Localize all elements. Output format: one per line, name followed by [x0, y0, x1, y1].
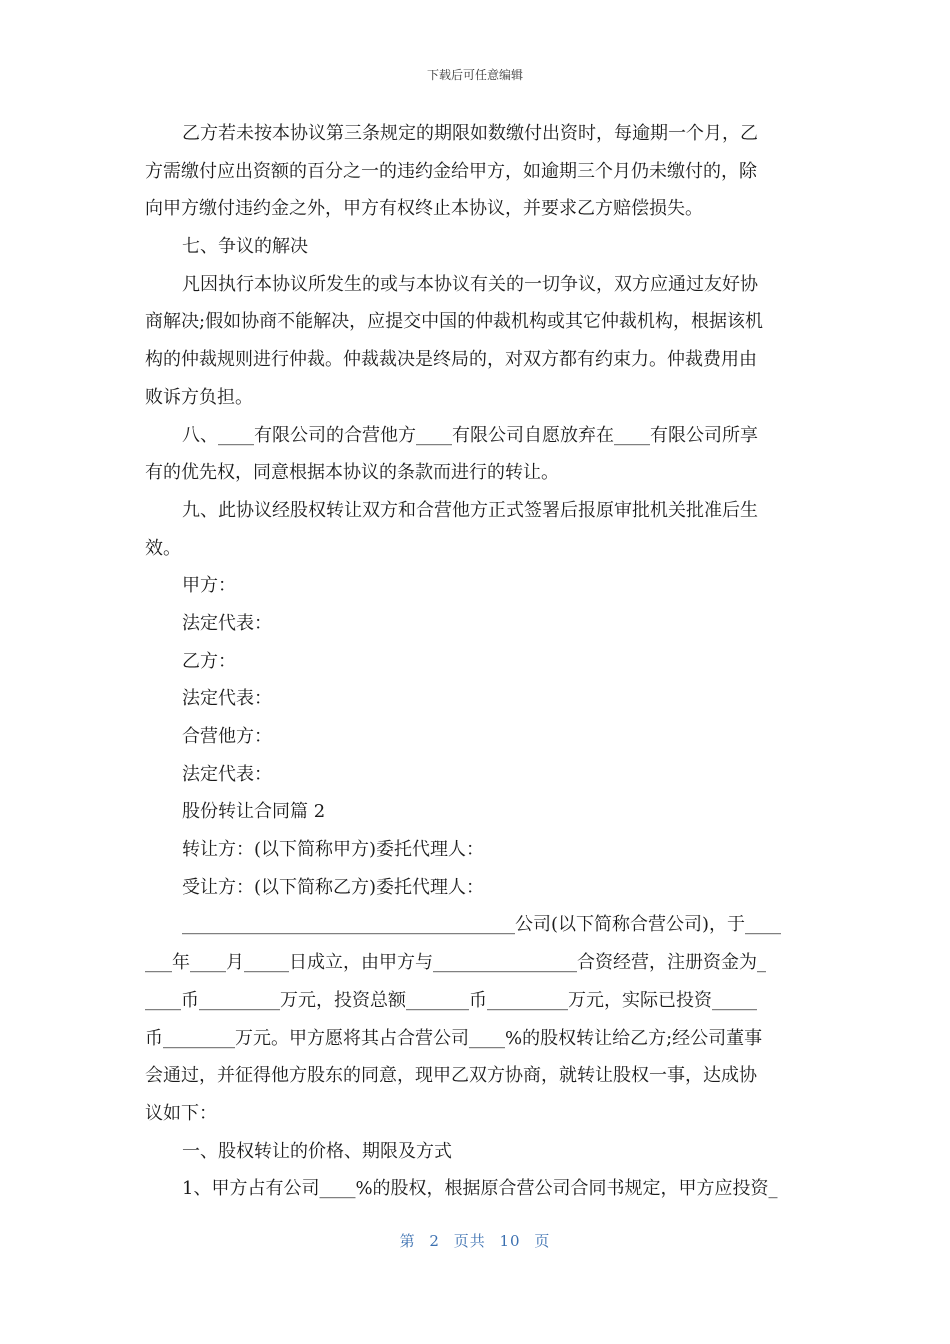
- text-line: 有的优先权，同意根据本协议的条款而进行的转让。: [145, 462, 559, 484]
- text-line: 九、此协议经股权转让双方和合营他方正式签署后报原审批机关批准后生: [182, 499, 758, 521]
- text-line: 受让方：(以下简称乙方)委托代理人：: [182, 876, 485, 898]
- text-line: 法定代表：: [182, 612, 272, 634]
- text-line: 乙方：: [182, 650, 236, 672]
- text-line: 股份转让合同篇 2: [182, 801, 326, 823]
- page-footer: 第 2 页共 10 页: [399, 1232, 551, 1250]
- text-line: 甲方：: [182, 575, 236, 597]
- text-line: 方需缴付应出资额的百分之一的违约金给甲方，如逾期三个月仍未缴付的，除: [145, 160, 757, 182]
- document-body: [145, 115, 805, 1208]
- text-line: 法定代表：: [182, 688, 272, 710]
- text-line: 效。: [145, 537, 181, 559]
- text-line: 一、股权转让的价格、期限及方式: [182, 1140, 452, 1162]
- text-line: 币________万元。甲方愿将其占合营公司____%的股权转让给乙方;经公司董事: [145, 1027, 763, 1049]
- text-line: 会通过，并征得他方股东的同意，现甲乙双方协商，就转让股权一事，达成协: [145, 1065, 757, 1087]
- text-line: 凡因执行本协议所发生的或与本协议有关的一切争议，双方应通过友好协: [182, 273, 758, 295]
- text-line: 合营他方：: [182, 726, 272, 747]
- text-line: 构的仲裁规则进行仲裁。仲裁裁决是终局的，对双方都有约束力。仲裁费用由: [145, 349, 757, 371]
- text-line: 议如下：: [145, 1102, 217, 1124]
- text-line: 败诉方负担。: [145, 386, 253, 408]
- text-line: _____________________________________公司(以下简称合营公司)，于____: [182, 914, 782, 936]
- text-line: 商解决;假如协商不能解决，应提交中国的仲裁机构或其它仲裁机构，根据该机: [145, 311, 764, 333]
- text-line: 乙方若未按本协议第三条规定的期限如数缴付出资时，每逾期一个月，乙: [182, 123, 758, 144]
- text-line: ___年____月_____日成立，由甲方与________________合资经营，注册资金为_: [145, 952, 766, 974]
- text-line: 转让方：(以下简称甲方)委托代理人：: [182, 839, 485, 861]
- text-line: 七、争议的解决: [182, 236, 308, 258]
- text-line: ____币_________万元，投资总额_______币_________万元，实际已投资_____: [145, 989, 757, 1011]
- text-line: 八、____有限公司的合营他方____有限公司自愿放弃在____有限公司所享: [182, 424, 758, 446]
- text-line: 法定代表：: [182, 763, 272, 785]
- text-line: 1、甲方占有公司____%的股权，根据原合营公司合同书规定，甲方应投资_: [182, 1178, 778, 1200]
- page-header: 下载后可任意编辑: [426, 68, 523, 82]
- text-line: 向甲方缴付违约金之外，甲方有权终止本协议，并要求乙方赔偿损失。: [145, 198, 703, 220]
